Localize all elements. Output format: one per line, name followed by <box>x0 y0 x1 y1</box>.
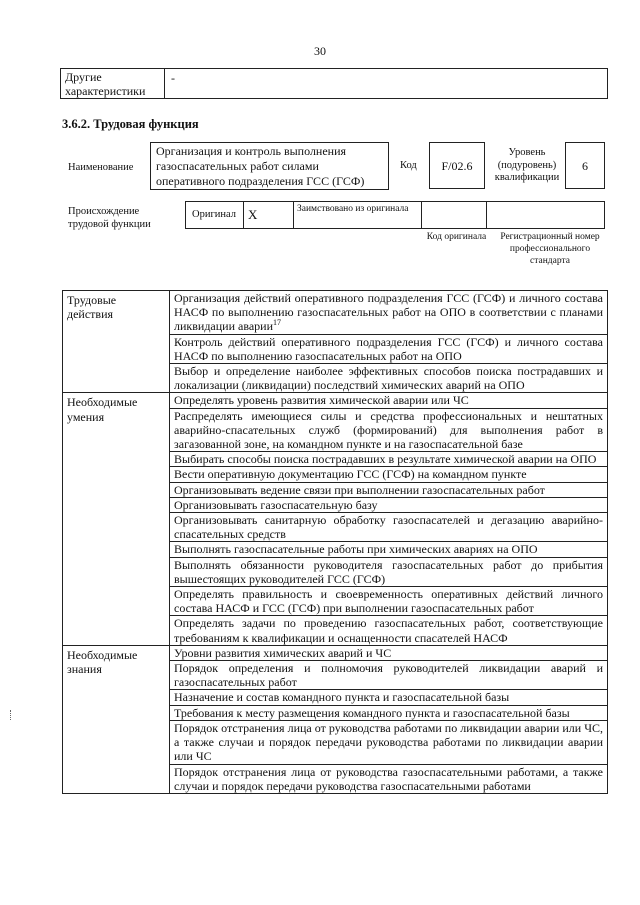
list-item: Организовывать санитарную обработку газоспасателей и дегазацию аварийно-спасательных средств <box>170 513 608 542</box>
other-characteristics-label: Другие характеристики <box>61 69 165 98</box>
table-row <box>63 291 608 335</box>
knowledge-label: Необходимые знания <box>63 645 170 793</box>
other-characteristics-value: - <box>171 71 175 85</box>
original-label: Оригинал <box>186 202 244 228</box>
name-label: Наименование <box>68 162 134 173</box>
margin-mark <box>10 710 14 720</box>
list-item: Назначение и состав командного пункта и газоспасательной базы <box>170 690 608 705</box>
list-item: Выбор и определение наиболее эффективных способов поиска пострадавших и локализации (ликвидации) последствий химических аварий на ОПО <box>170 364 608 393</box>
list-item: Выполнять обязанности руководителя газоспасательных работ до прибытия вышестоящих руководителей ГСС (ГСФ) <box>170 557 608 586</box>
original-code-caption: Код оригинала <box>426 232 487 242</box>
original-mark: X <box>244 202 294 228</box>
list-item: Вести оперативную документацию ГСС (ГСФ) на командном пункте <box>170 467 608 482</box>
list-item: Организовывать газоспасательную базу <box>170 497 608 512</box>
skills-label: Необходимые умения <box>63 393 170 645</box>
function-content-table <box>62 290 608 794</box>
list-item: Определять задачи по проведению газоспасательных работ, соответствующие требованиям к квалификации и оснащенности спасателей НАСФ <box>170 616 608 645</box>
list-item: Уровни развития химических аварий и ЧС <box>170 645 608 660</box>
list-item: Определять уровень развития химической аварии или ЧС <box>170 393 608 408</box>
section-title: 3.6.2. Трудовая функция <box>62 117 199 131</box>
level-label: Уровень (подуровень) квалификации <box>494 147 560 183</box>
origin-label: Происхождение трудовой функции <box>68 206 151 230</box>
table-row <box>63 645 608 660</box>
function-name-box: Организация и контроль выполнения газоспасательных работ силами оперативного подразделения ГСС (ГСФ) <box>150 142 389 190</box>
list-item: Порядок отстранения лица от руководства работами по ликвидации аварии или ЧС, а также случаи и порядок передачи руководства работами по ликвидации аварии или ЧС <box>170 720 608 764</box>
level-box: 6 <box>565 142 605 189</box>
list-item: Организация действий оперативного подразделения ГСС (ГСФ) и личного состава НАСФ по выполнению газоспасательных работ на ОПО в соответствии с планами ликвидации аварии$^{17}$ <box>170 291 608 335</box>
reg-number-cell <box>487 202 604 228</box>
list-item: Выполнять газоспасательные работы при химических авариях на ОПО <box>170 542 608 557</box>
list-item: Организовывать ведение связи при выполнении газоспасательных работ <box>170 482 608 497</box>
list-item: Порядок отстранения лица от руководства газоспасательными работами, а также случаи и порядок передачи руководства газоспасательными работами <box>170 764 608 793</box>
list-item: Контроль действий оперативного подразделения ГСС (ГСФ) и личного состава НАСФ по выполнению газоспасательных работ на ОПО <box>170 334 608 363</box>
reg-number-caption: Регистрационный номер профессионального стандарта <box>500 232 600 266</box>
original-code-cell <box>422 202 487 228</box>
page-number: 30 <box>314 44 326 58</box>
list-item: Распределять имеющиеся силы и средства профессиональных и нештатных аварийно-спасательных служб (формирований) для выполнения работ в загазованной зоне, на командном пункте и на газоспасательной базе <box>170 408 608 452</box>
origin-table <box>185 201 605 229</box>
code-box: F/02.6 <box>429 142 485 189</box>
footnote-mark: 17 <box>273 318 282 328</box>
borrowed-label: Заимствовано из оригинала <box>294 202 422 228</box>
list-item: Требования к месту размещения командного пункта и газоспасательной базы <box>170 705 608 720</box>
list-item: Выбирать способы поиска пострадавших в результате химической аварии на ОПО <box>170 452 608 467</box>
other-characteristics-table <box>60 68 608 99</box>
table-row <box>63 393 608 408</box>
code-label: Код <box>400 160 417 171</box>
actions-label: Трудовые действия <box>63 291 170 393</box>
list-item: Порядок определения и полномочия руководителей ликвидации аварий и газоспасательных работ <box>170 661 608 690</box>
list-item: Определять правильность и своевременность оперативных действий личного состава НАСФ и ГСС (ГСФ) при выполнении газоспасательных работ <box>170 587 608 616</box>
